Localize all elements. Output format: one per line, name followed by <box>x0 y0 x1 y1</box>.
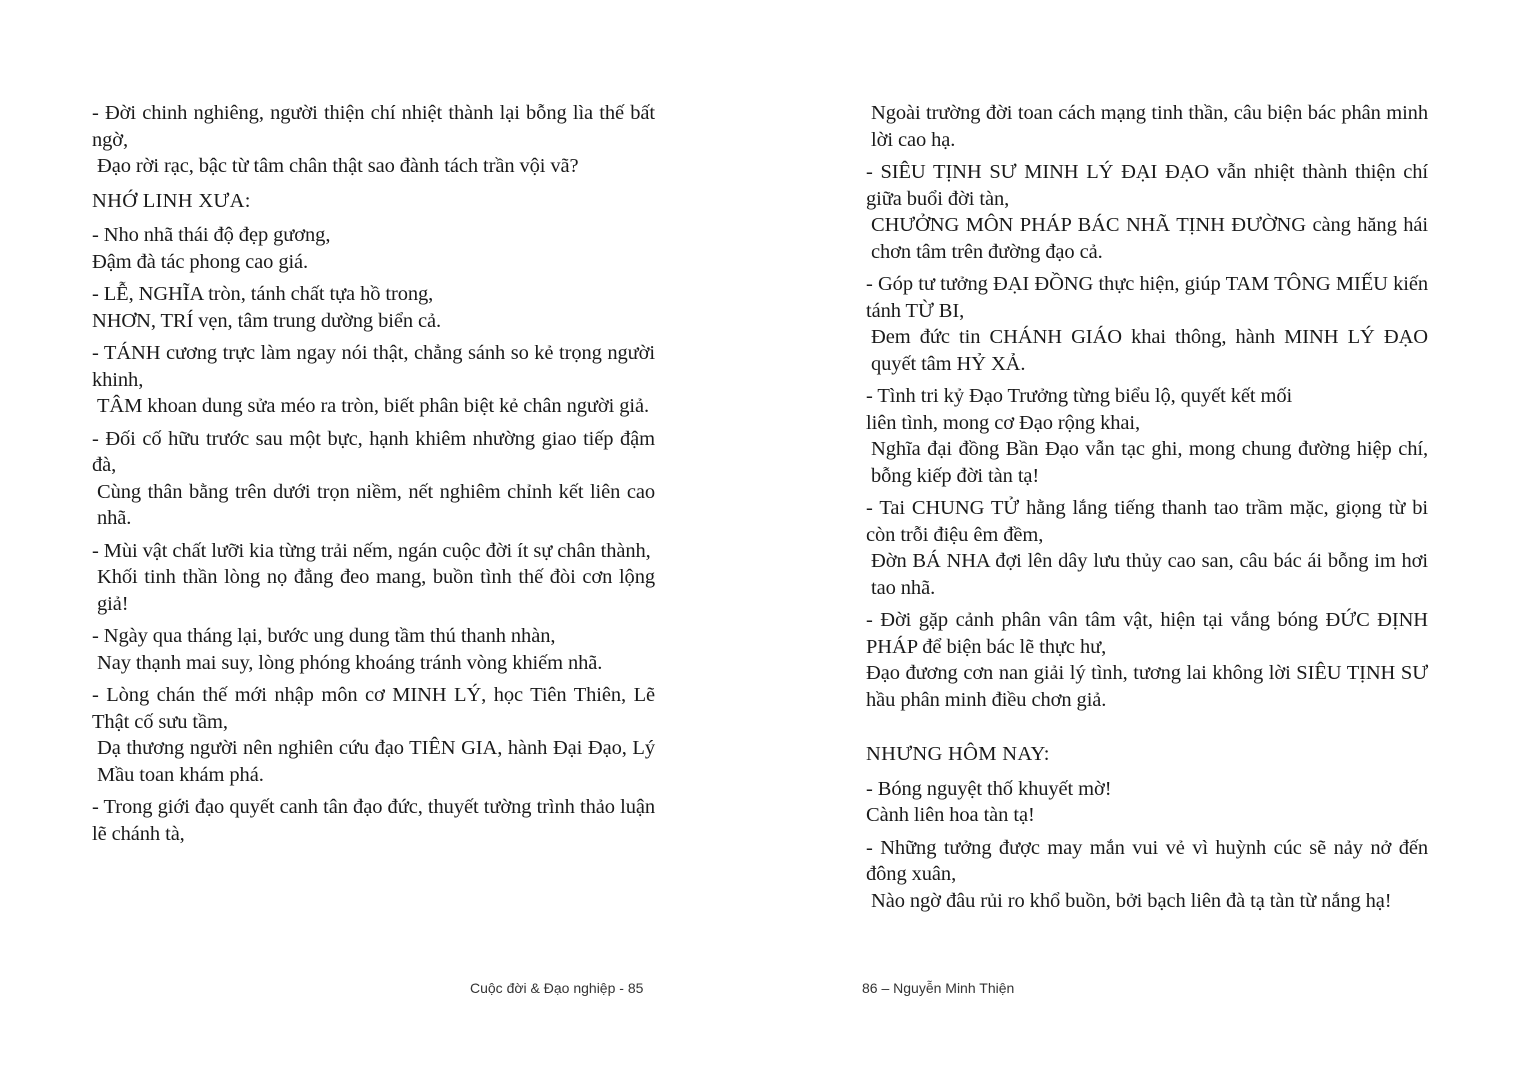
verse-line: Đem đức tin CHÁNH GIÁO khai thông, hành MINH LÝ ĐẠO quyết tâm HỶ XẢ. <box>871 326 1428 375</box>
verse-paragraph <box>92 794 655 847</box>
verse-line: Dạ thương người nên nghiên cứu đạo TIÊN GIA, hành Đại Đạo, Lý Mầu toan khám phá. <box>97 737 655 786</box>
verse-line: - Đời chinh nghiêng, người thiện chí nhiệt thành lại bỗng lìa thế bất ngờ, <box>92 102 655 151</box>
verse-line: Nào ngờ đâu rủi ro khổ buồn, bởi bạch liên đà tạ tàn từ nắng hạ! <box>871 889 1392 912</box>
verse-line: - Tai CHUNG TỬ hằng lắng tiếng thanh tao trầm mặc, giọng từ bi còn trỗi điệu êm đềm, <box>866 497 1428 546</box>
section-heading: NHỚ LINH XƯA: <box>92 189 251 212</box>
verse-line: - Bóng nguyệt thố khuyết mờ! <box>866 777 1112 800</box>
verse-paragraph <box>92 281 655 334</box>
verse-paragraph <box>866 271 1428 377</box>
verse-paragraph <box>92 100 655 180</box>
verse-line: Khối tinh thần lòng nọ đẳng đeo mang, buồn tình thế đòi cơn lộng giả! <box>97 566 655 615</box>
verse-line: CHƯỞNG MÔN PHÁP BÁC NHÃ TỊNH ĐƯỜNG càng hăng hái chơn tâm trên đường đạo cả. <box>871 214 1428 263</box>
left-page <box>92 100 655 853</box>
right-page <box>866 100 1428 920</box>
verse-line: Cành liên hoa tàn tạ! <box>866 804 1035 826</box>
verse-line: Nghĩa đại đồng Bần Đạo vẫn tạc ghi, mong chung đường hiệp chí, bỗng kiếp đời tàn tạ! <box>871 438 1428 487</box>
verse-line: - Trong giới đạo quyết canh tân đạo đức, thuyết tường trình thảo luận lẽ chánh tà, <box>92 796 655 845</box>
verse-line: - SIÊU TỊNH SƯ MINH LÝ ĐẠI ĐẠO vẫn nhiệt thành thiện chí giữa buổi đời tàn, <box>866 161 1428 210</box>
verse-line: Đạo rời rạc, bậc từ tâm chân thật sao đành tách trần vội vã? <box>97 155 579 177</box>
right-page-footer: 86 – Nguyễn Minh Thiện <box>862 980 1015 996</box>
verse-paragraph <box>866 495 1428 601</box>
verse-paragraph <box>866 835 1428 915</box>
verse-paragraph <box>92 222 655 275</box>
verse-line: - Những tưởng được may mắn vui vẻ vì huỳnh cúc sẽ nảy nở đến đông xuân, <box>866 836 1428 885</box>
verse-line: Đậm đà tác phong cao giá. <box>92 250 309 273</box>
verse-paragraph <box>866 100 1428 153</box>
verse-line: - TÁNH cương trực làm ngay nói thật, chẳng sánh so kẻ trọng người khinh, <box>92 342 655 391</box>
verse-paragraph <box>866 776 1428 829</box>
verse-line: Ngoài trường đời toan cách mạng tinh thần, câu biện bác phân minh lời cao hạ. <box>871 102 1428 151</box>
verse-paragraph <box>92 538 655 618</box>
verse-line: - Đời gặp cảnh phân vân tâm vật, hiện tại vắng bóng ĐỨC ĐỊNH PHÁP để biện bác lẽ thực hư, <box>866 609 1428 658</box>
left-page-footer: Cuộc đời & Đạo nghiệp - 85 <box>470 980 644 996</box>
verse-paragraph <box>92 340 655 420</box>
verse-line: - Đối cố hữu trước sau một bực, hạnh khiêm nhường giao tiếp đậm đà, <box>92 427 655 476</box>
verse-line: Đạo đương cơn nan giải lý tình, tương lai không lời SIÊU TỊNH SƯ hầu phân minh điều chơn giả. <box>866 662 1428 711</box>
verse-paragraph <box>866 159 1428 265</box>
verse-line: - LỄ, NGHĨA tròn, tánh chất tựa hồ trong, <box>92 283 434 305</box>
verse-paragraph <box>92 426 655 532</box>
section-spacer <box>866 719 1428 733</box>
verse-line: Cùng thân bằng trên dưới trọn niềm, nết nghiêm chỉnh kết liên cao nhã. <box>97 480 655 529</box>
verse-line: - Lòng chán thế mới nhập môn cơ MINH LÝ, học Tiên Thiên, Lẽ Thật cố sưu tầm, <box>92 684 655 733</box>
verse-line: Nay thạnh mai suy, lòng phóng khoáng tránh vòng khiếm nhã. <box>97 651 603 674</box>
verse-line: TÂM khoan dung sửa méo ra tròn, biết phân biệt kẻ chân người giả. <box>97 395 650 417</box>
verse-paragraph <box>866 383 1428 489</box>
verse-paragraph <box>92 623 655 676</box>
verse-line: NHƠN, TRÍ vẹn, tâm trung dường biển cả. <box>92 309 442 332</box>
verse-line: liên tình, mong cơ Đạo rộng khai, <box>866 411 1140 434</box>
verse-paragraph <box>92 682 655 788</box>
verse-line: - Góp tư tưởng ĐẠI ĐỒNG thực hiện, giúp TAM TÔNG MIẾU kiến tánh TỪ BI, <box>866 273 1428 322</box>
verse-line: - Mùi vật chất lưỡi kia từng trải nếm, ngán cuộc đời ít sự chân thành, <box>92 539 651 562</box>
verse-line: Đờn BÁ NHA đợi lên dây lưu thủy cao san, câu bác ái bỗng im hơi tao nhã. <box>871 550 1428 599</box>
verse-line: - Ngày qua tháng lại, bước ung dung tầm thú thanh nhàn, <box>92 625 556 647</box>
section-heading: NHƯNG HÔM NAY: <box>866 743 1050 765</box>
verse-line: - Tình tri kỷ Đạo Trưởng từng biểu lộ, quyết kết mối <box>866 385 1293 407</box>
verse-line: - Nho nhã thái độ đẹp gương, <box>92 224 331 246</box>
verse-paragraph <box>866 607 1428 713</box>
